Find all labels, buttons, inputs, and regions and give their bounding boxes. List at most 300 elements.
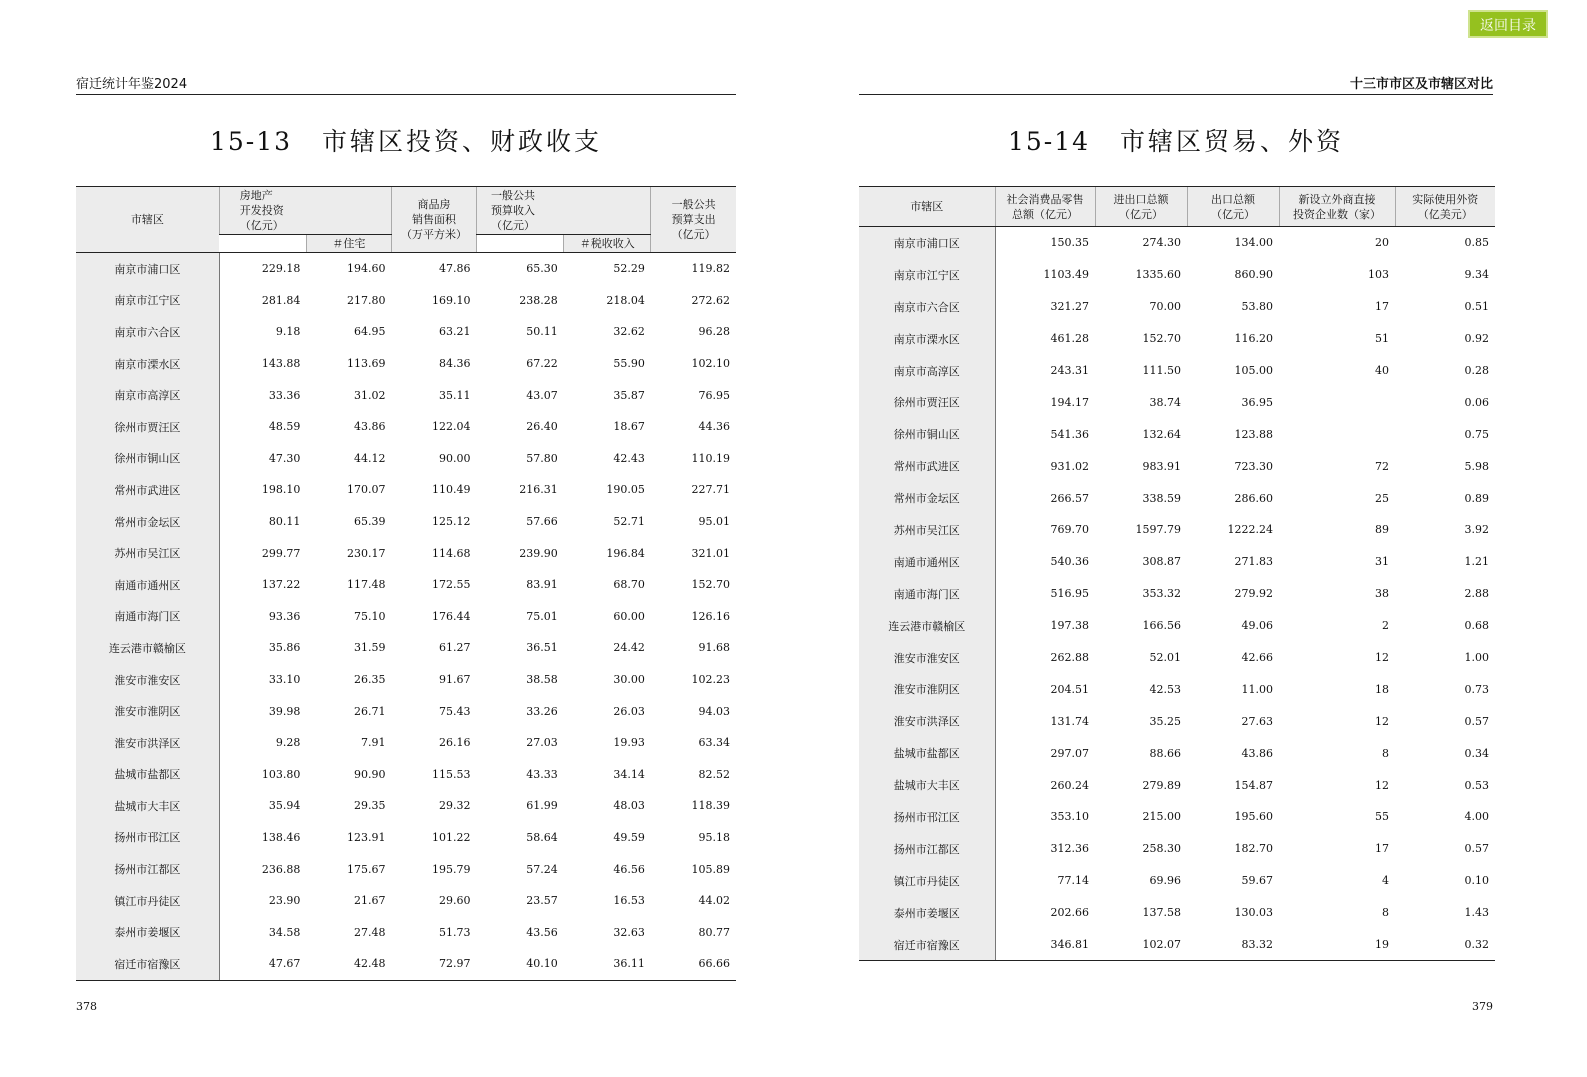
value-cell: 35.86 xyxy=(268,641,301,655)
table-row xyxy=(859,386,1495,418)
value-cell: 58.64 xyxy=(526,830,558,844)
value-cell: 50.11 xyxy=(526,325,558,339)
value-cell: 1222.24 xyxy=(1227,523,1273,537)
header-district: 市辖区 xyxy=(859,187,995,227)
district-name-cell: 盐城市盐都区 xyxy=(859,737,995,769)
value-cell: 1.21 xyxy=(1464,555,1489,569)
left-table-body xyxy=(76,253,736,981)
section-title: 十三市市区及市辖区对比 xyxy=(1349,77,1493,92)
value-cell: 272.62 xyxy=(691,293,730,307)
value-cell: 68.70 xyxy=(613,578,645,592)
table-row xyxy=(859,833,1495,865)
value-cell: 0.73 xyxy=(1464,682,1489,696)
district-name-cell: 扬州市江都区 xyxy=(76,853,219,885)
value-cell: 35.25 xyxy=(1149,714,1181,728)
value-cell: 53.80 xyxy=(1241,300,1273,314)
value-cell: 102.10 xyxy=(691,357,730,371)
value-cell: 83.32 xyxy=(1187,929,1279,961)
value-cell: 19.93 xyxy=(613,736,645,750)
value-cell: 166.56 xyxy=(1142,619,1181,633)
value-cell: 175.67 xyxy=(346,862,386,876)
value-cell: 63.21 xyxy=(439,325,471,339)
district-name-cell: 南京市六合区 xyxy=(859,291,995,323)
value-cell: 229.18 xyxy=(261,262,301,276)
district-name-cell: 宿迁市宿豫区 xyxy=(76,948,219,980)
table-row xyxy=(76,759,736,791)
value-cell: 122.04 xyxy=(432,420,471,434)
value-cell: 218.04 xyxy=(606,293,645,307)
value-cell: 0.53 xyxy=(1464,778,1489,792)
value-cell: 723.30 xyxy=(1234,459,1273,473)
value-cell: 23.90 xyxy=(268,894,301,908)
value-cell: 48.03 xyxy=(613,799,645,813)
header-real-estate-investment: 房地产 开发投资 （亿元） xyxy=(219,187,391,235)
table-row xyxy=(859,673,1495,705)
value-cell: 102.23 xyxy=(691,673,730,687)
table-row xyxy=(859,450,1495,482)
table-row xyxy=(76,790,736,822)
district-name-cell: 镇江市丹徒区 xyxy=(76,885,219,917)
trade-foreign-investment-table xyxy=(859,186,1495,961)
value-cell: 279.92 xyxy=(1234,587,1273,601)
value-cell: 47.67 xyxy=(219,948,306,980)
table-row xyxy=(859,865,1495,897)
district-name-cell: 盐城市大丰区 xyxy=(76,790,219,822)
district-name-cell: 南通市通州区 xyxy=(859,546,995,578)
value-cell: 9.18 xyxy=(275,325,301,339)
table-row xyxy=(859,355,1495,387)
value-cell: 42.53 xyxy=(1149,682,1181,696)
table-row xyxy=(76,253,736,285)
value-cell xyxy=(1279,418,1395,450)
value-cell: 57.66 xyxy=(526,515,558,529)
table-caption: 市辖区投资、财政收支 xyxy=(322,127,603,156)
value-cell: 49.59 xyxy=(613,830,645,844)
value-cell: 123.91 xyxy=(346,830,386,844)
header-housing: ＃住宅 xyxy=(306,235,391,253)
value-cell: 931.02 xyxy=(1050,459,1089,473)
value-cell: 38.74 xyxy=(1149,395,1181,409)
value-cell: 102.07 xyxy=(1095,929,1187,961)
header-blank-2 xyxy=(477,235,564,253)
value-cell: 47.30 xyxy=(268,451,301,465)
value-cell: 52.71 xyxy=(613,515,645,529)
value-cell: 90.00 xyxy=(439,451,471,465)
value-cell: 274.30 xyxy=(1142,236,1181,250)
value-cell: 26.35 xyxy=(353,673,386,687)
value-cell: 0.32 xyxy=(1395,929,1495,961)
table-row xyxy=(76,411,736,443)
value-cell: 75.43 xyxy=(439,704,471,718)
value-cell: 114.68 xyxy=(432,546,471,560)
district-name-cell: 南京市溧水区 xyxy=(76,348,219,380)
table-row xyxy=(859,259,1495,291)
value-cell: 769.70 xyxy=(1050,523,1089,537)
value-cell: 143.88 xyxy=(261,357,301,371)
value-cell: 1.00 xyxy=(1464,651,1489,665)
district-name-cell: 南通市海门区 xyxy=(859,578,995,610)
value-cell: 113.69 xyxy=(346,357,386,371)
district-name-cell: 南京市江宁区 xyxy=(76,285,219,317)
value-cell: 0.75 xyxy=(1464,427,1489,441)
district-name-cell: 淮安市淮安区 xyxy=(859,642,995,674)
value-cell: 101.22 xyxy=(432,830,471,844)
value-cell: 196.84 xyxy=(606,546,645,560)
value-cell: 0.06 xyxy=(1464,395,1489,409)
header-total-trade: 进出口总额 （亿元） xyxy=(1095,187,1187,227)
value-cell: 0.85 xyxy=(1464,236,1489,250)
table-row xyxy=(76,569,736,601)
value-cell: 9.28 xyxy=(275,736,301,750)
value-cell: 11.00 xyxy=(1241,682,1273,696)
value-cell: 346.81 xyxy=(995,929,1095,961)
value-cell: 194.17 xyxy=(1050,395,1089,409)
value-cell: 137.58 xyxy=(1142,906,1181,920)
value-cell: 33.26 xyxy=(526,704,558,718)
district-name-cell: 徐州市铜山区 xyxy=(859,418,995,450)
value-cell: 69.96 xyxy=(1149,874,1181,888)
table-row xyxy=(859,737,1495,769)
district-name-cell: 南京市六合区 xyxy=(76,316,219,348)
value-cell: 286.60 xyxy=(1234,491,1273,505)
value-cell: 43.56 xyxy=(526,925,558,939)
table-row xyxy=(76,664,736,696)
value-cell: 35.87 xyxy=(613,388,645,402)
value-cell: 176.44 xyxy=(432,609,471,623)
value-cell: 70.00 xyxy=(1149,300,1181,314)
value-cell: 42.66 xyxy=(1241,651,1273,665)
table-row xyxy=(859,769,1495,801)
table-row xyxy=(76,853,736,885)
header-district: 市辖区 xyxy=(76,187,219,253)
value-cell: 243.31 xyxy=(1050,364,1089,377)
value-cell: 38 xyxy=(1375,587,1389,601)
value-cell: 43.07 xyxy=(526,388,558,402)
value-cell: 42.48 xyxy=(306,948,391,980)
district-name-cell: 苏州市吴江区 xyxy=(859,514,995,546)
value-cell: 266.57 xyxy=(1050,491,1089,505)
district-name-cell: 南京市浦口区 xyxy=(76,253,219,285)
value-cell: 198.10 xyxy=(261,483,301,497)
table-row xyxy=(76,506,736,538)
investment-finance-table xyxy=(76,186,736,981)
value-cell: 0.89 xyxy=(1464,491,1489,505)
value-cell: 34.14 xyxy=(613,767,645,781)
value-cell: 46.56 xyxy=(613,862,645,876)
value-cell: 262.88 xyxy=(1050,651,1089,665)
value-cell: 84.36 xyxy=(439,357,471,371)
right-table-body xyxy=(859,227,1495,961)
value-cell: 60.00 xyxy=(613,609,645,623)
district-name-cell: 南通市通州区 xyxy=(76,569,219,601)
value-cell: 82.52 xyxy=(698,767,730,781)
value-cell: 26.40 xyxy=(526,420,558,434)
value-cell: 130.03 xyxy=(1234,906,1273,920)
value-cell: 35.11 xyxy=(439,388,471,402)
value-cell: 24.42 xyxy=(613,641,645,655)
table-row xyxy=(859,610,1495,642)
left-page xyxy=(76,0,736,1077)
value-cell: 91.67 xyxy=(439,673,471,687)
value-cell: 271.83 xyxy=(1234,555,1273,569)
header-fdi-utilized: 实际使用外资 （亿美元） xyxy=(1395,187,1495,227)
value-cell: 215.00 xyxy=(1142,810,1181,824)
district-name-cell: 淮安市淮阴区 xyxy=(76,695,219,727)
district-name-cell: 常州市武进区 xyxy=(76,474,219,506)
value-cell: 4.00 xyxy=(1464,810,1489,824)
value-cell: 0.51 xyxy=(1464,300,1489,314)
table-row xyxy=(859,897,1495,929)
value-cell: 312.36 xyxy=(1050,842,1089,856)
value-cell: 61.99 xyxy=(526,799,558,813)
value-cell: 16.53 xyxy=(613,894,645,908)
value-cell: 0.68 xyxy=(1464,619,1489,633)
value-cell: 75.01 xyxy=(526,609,558,623)
table-row xyxy=(859,227,1495,259)
value-cell: 36.95 xyxy=(1241,395,1273,409)
value-cell: 55 xyxy=(1375,810,1389,824)
value-cell: 12 xyxy=(1375,651,1389,665)
table-row xyxy=(76,443,736,475)
value-cell: 204.51 xyxy=(1050,682,1089,696)
value-cell: 0.92 xyxy=(1464,332,1489,346)
header-retail-sales: 社会消费品零售 总额（亿元） xyxy=(995,187,1095,227)
value-cell: 258.30 xyxy=(1142,842,1181,856)
value-cell: 117.48 xyxy=(346,578,386,592)
value-cell: 105.00 xyxy=(1234,364,1273,377)
district-name-cell: 扬州市邗江区 xyxy=(859,801,995,833)
value-cell: 190.05 xyxy=(606,483,645,497)
value-cell: 516.95 xyxy=(1050,587,1089,601)
value-cell: 195.60 xyxy=(1234,810,1273,824)
value-cell: 2.88 xyxy=(1464,587,1489,601)
value-cell: 26.71 xyxy=(353,704,386,718)
district-name-cell: 淮安市淮安区 xyxy=(76,664,219,696)
value-cell: 338.59 xyxy=(1142,491,1181,505)
district-name-cell: 泰州市姜堰区 xyxy=(76,916,219,948)
running-head-left xyxy=(76,76,736,95)
value-cell: 238.28 xyxy=(519,293,558,307)
value-cell: 197.38 xyxy=(1050,619,1089,633)
value-cell: 72.97 xyxy=(391,948,476,980)
value-cell: 134.00 xyxy=(1234,236,1273,250)
district-name-cell: 徐州市贾汪区 xyxy=(76,411,219,443)
value-cell: 103 xyxy=(1368,268,1389,282)
value-cell: 57.24 xyxy=(526,862,558,876)
header-sales-area: 商品房 销售面积 （万平方米） xyxy=(391,187,476,253)
value-cell: 52.01 xyxy=(1149,651,1181,665)
district-name-cell: 常州市金坛区 xyxy=(76,506,219,538)
value-cell: 31.02 xyxy=(353,388,386,402)
value-cell: 47.86 xyxy=(439,262,471,276)
value-cell: 0.10 xyxy=(1464,874,1489,888)
back-to-contents-button[interactable]: 返回目录 xyxy=(1468,10,1548,38)
value-cell: 123.88 xyxy=(1234,427,1273,441)
table-row xyxy=(76,822,736,854)
value-cell: 138.46 xyxy=(261,830,301,844)
district-name-cell: 淮安市洪泽区 xyxy=(859,705,995,737)
value-cell: 0.57 xyxy=(1464,714,1489,728)
value-cell: 96.28 xyxy=(698,325,730,339)
district-name-cell: 泰州市姜堰区 xyxy=(859,897,995,929)
district-name-cell: 南京市高淳区 xyxy=(859,355,995,387)
value-cell: 239.90 xyxy=(519,546,558,560)
value-cell: 25 xyxy=(1375,491,1389,505)
district-name-cell: 连云港市赣榆区 xyxy=(76,632,219,664)
table-row xyxy=(859,578,1495,610)
value-cell: 983.91 xyxy=(1142,459,1181,473)
value-cell: 94.03 xyxy=(698,704,730,718)
value-cell: 321.01 xyxy=(691,546,730,560)
value-cell: 33.36 xyxy=(268,388,301,402)
table-row xyxy=(859,546,1495,578)
value-cell: 36.11 xyxy=(564,948,651,980)
table-number: 15-14 xyxy=(1007,127,1091,156)
value-cell: 77.14 xyxy=(1057,874,1089,888)
header-new-fdi-firms: 新设立外商直接 投资企业数（家） xyxy=(1279,187,1395,227)
district-name-cell: 宿迁市宿豫区 xyxy=(859,929,995,961)
district-name-cell: 徐州市铜山区 xyxy=(76,443,219,475)
value-cell: 52.29 xyxy=(613,262,645,276)
value-cell: 195.79 xyxy=(432,862,471,876)
table-row xyxy=(76,537,736,569)
table-row xyxy=(859,323,1495,355)
value-cell: 57.80 xyxy=(526,451,558,465)
value-cell: 66.66 xyxy=(651,948,736,980)
header-budget-expenditure: 一般公共 预算支出 （亿元） xyxy=(651,187,736,253)
table-row xyxy=(859,705,1495,737)
district-name-cell: 常州市金坛区 xyxy=(859,482,995,514)
value-cell: 12 xyxy=(1375,714,1389,728)
value-cell: 17 xyxy=(1375,842,1389,856)
page-number-left: 378 xyxy=(76,1000,97,1013)
district-name-cell: 淮安市洪泽区 xyxy=(76,727,219,759)
value-cell: 12 xyxy=(1375,778,1389,792)
value-cell: 132.64 xyxy=(1142,427,1181,441)
value-cell: 103.80 xyxy=(261,767,301,781)
value-cell: 126.16 xyxy=(691,609,730,623)
value-cell: 80.11 xyxy=(268,515,301,529)
value-cell: 260.24 xyxy=(1050,778,1089,792)
value-cell: 48.59 xyxy=(268,420,301,434)
table-row xyxy=(859,801,1495,833)
value-cell: 0.34 xyxy=(1464,746,1489,760)
value-cell xyxy=(1279,386,1395,418)
value-cell: 3.92 xyxy=(1464,523,1489,537)
value-cell: 63.34 xyxy=(698,736,730,750)
value-cell: 95.18 xyxy=(698,830,730,844)
page-number-right: 379 xyxy=(1472,1000,1493,1013)
district-name-cell: 盐城市盐都区 xyxy=(76,759,219,791)
value-cell: 461.28 xyxy=(1050,332,1089,346)
value-cell: 1597.79 xyxy=(1135,523,1181,537)
value-cell: 61.27 xyxy=(439,641,471,655)
value-cell: 44.36 xyxy=(698,420,730,434)
value-cell: 19 xyxy=(1279,929,1395,961)
table-number: 15-13 xyxy=(209,127,293,156)
value-cell: 43.86 xyxy=(1241,746,1273,760)
value-cell: 115.53 xyxy=(432,767,471,781)
value-cell: 76.95 xyxy=(698,388,730,402)
value-cell: 172.55 xyxy=(432,578,471,592)
value-cell: 90.90 xyxy=(353,767,386,781)
district-name-cell: 南通市海门区 xyxy=(76,601,219,633)
value-cell: 65.30 xyxy=(526,262,558,276)
value-cell: 9.34 xyxy=(1464,268,1489,282)
header-blank-1 xyxy=(219,235,306,253)
value-cell: 29.32 xyxy=(439,799,471,813)
value-cell: 152.70 xyxy=(1142,332,1181,346)
value-cell: 281.84 xyxy=(261,293,301,307)
value-cell: 67.22 xyxy=(526,357,558,371)
value-cell: 36.51 xyxy=(526,641,558,655)
value-cell: 202.66 xyxy=(1050,906,1089,920)
value-cell: 31 xyxy=(1375,555,1389,569)
value-cell: 217.80 xyxy=(346,293,386,307)
value-cell: 40.10 xyxy=(477,948,564,980)
value-cell: 91.68 xyxy=(698,641,730,655)
table-title-15-14 xyxy=(859,122,1493,158)
table-row xyxy=(76,632,736,664)
table-row xyxy=(76,727,736,759)
value-cell: 118.39 xyxy=(691,799,730,813)
table-row xyxy=(76,885,736,917)
value-cell: 27.03 xyxy=(526,736,558,750)
running-head-right xyxy=(859,76,1493,95)
district-name-cell: 南京市浦口区 xyxy=(859,227,995,259)
table-row xyxy=(76,474,736,506)
value-cell: 20 xyxy=(1375,236,1389,250)
table-row xyxy=(76,601,736,633)
value-cell: 27.48 xyxy=(353,925,386,939)
value-cell: 75.10 xyxy=(353,609,386,623)
district-name-cell: 镇江市丹徒区 xyxy=(859,865,995,897)
value-cell: 8 xyxy=(1382,746,1389,760)
value-cell: 72 xyxy=(1375,459,1389,473)
table-row xyxy=(76,695,736,727)
value-cell: 64.95 xyxy=(353,325,386,339)
value-cell: 110.19 xyxy=(691,451,730,465)
value-cell: 59.67 xyxy=(1241,874,1273,888)
district-name-cell: 盐城市大丰区 xyxy=(859,769,995,801)
table-row xyxy=(76,916,736,948)
table-row xyxy=(76,379,736,411)
table-row xyxy=(859,642,1495,674)
value-cell: 353.32 xyxy=(1142,587,1181,601)
value-cell: 169.10 xyxy=(432,293,471,307)
table-row xyxy=(76,285,736,317)
district-name-cell: 南京市江宁区 xyxy=(859,259,995,291)
table-row xyxy=(76,348,736,380)
value-cell: 33.10 xyxy=(268,673,301,687)
district-name-cell: 扬州市邗江区 xyxy=(76,822,219,854)
district-name-cell: 扬州市江都区 xyxy=(859,833,995,865)
value-cell: 55.90 xyxy=(613,357,645,371)
value-cell: 0.57 xyxy=(1464,842,1489,856)
value-cell: 137.22 xyxy=(261,578,301,592)
value-cell: 23.57 xyxy=(526,894,558,908)
value-cell: 43.86 xyxy=(353,420,386,434)
value-cell: 51.73 xyxy=(439,925,471,939)
district-name-cell: 南京市高淳区 xyxy=(76,379,219,411)
value-cell: 105.89 xyxy=(691,862,730,876)
value-cell: 131.74 xyxy=(1050,714,1089,728)
value-cell: 230.17 xyxy=(346,546,386,560)
table-row xyxy=(859,482,1495,514)
value-cell: 279.89 xyxy=(1142,778,1181,792)
right-page xyxy=(873,0,1533,1077)
district-name-cell: 淮安市淮阴区 xyxy=(859,673,995,705)
